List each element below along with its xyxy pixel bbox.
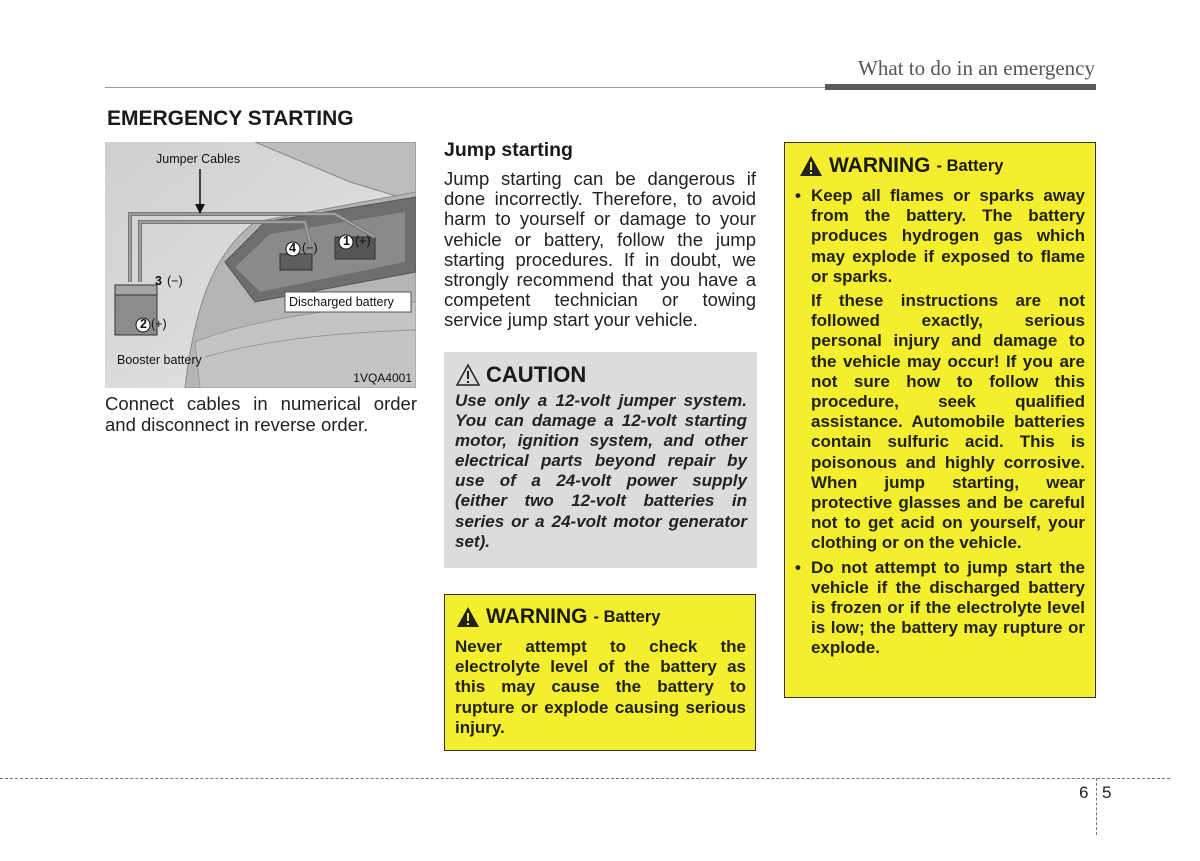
jump-starting-text: Jump starting can be dangerous if done incorrectly. Therefore, to avoid harm to yourself or damage to your vehicle or battery, follow the jump starting procedures. If in doubt, we strongly recommend that you have a competent technician or towing service jump start your vehicle. bbox=[444, 168, 756, 331]
step-4-number: 4 bbox=[289, 241, 296, 255]
caution-title: CAUTION bbox=[486, 362, 587, 387]
caution-text: Use only a 12-volt jumper system. You can damage a 12-volt starting motor, ignition system, and other electrical parts beyond repair by use of a 24-volt power supply (either two 12-volt batteries in series or a 24-volt motor generator set). bbox=[455, 391, 747, 551]
warning-list bbox=[795, 186, 1085, 659]
warning-triangle-icon bbox=[799, 155, 823, 177]
jump-starting-heading: Jump starting bbox=[444, 139, 573, 161]
list-item bbox=[795, 558, 1085, 659]
step-3-number: 3 bbox=[155, 274, 162, 288]
discharged-battery-label: Discharged battery bbox=[289, 295, 394, 309]
warning-text: Never attempt to check the electrolyte level of the battery as this may cause the battery to rupture or explode causing serious injury. bbox=[455, 637, 746, 737]
booster-battery-label: Booster battery bbox=[117, 353, 202, 367]
step-1-sign: (+) bbox=[355, 234, 371, 248]
list-item bbox=[795, 186, 1085, 554]
bullet: • bbox=[795, 186, 801, 205]
footer-divider bbox=[1096, 778, 1097, 835]
warning-subtitle: - Battery bbox=[593, 607, 661, 626]
warning-triangle-icon bbox=[456, 606, 480, 628]
figure-caption: Connect cables in numerical order and disconnect in reverse order. bbox=[105, 393, 417, 435]
jumper-cables-label: Jumper Cables bbox=[156, 152, 241, 166]
bullet: • bbox=[795, 557, 801, 577]
caution-box bbox=[444, 352, 757, 568]
step-2-number: 2 bbox=[140, 317, 147, 331]
jump-start-illustration bbox=[105, 142, 416, 388]
page-number: 5 bbox=[1102, 783, 1112, 802]
chapter-title: What to do in an emergency bbox=[858, 56, 1095, 80]
step-3-sign: (−) bbox=[167, 274, 183, 288]
figure-code: 1VQA4001 bbox=[353, 371, 412, 385]
warning-box-large bbox=[784, 142, 1096, 698]
step-4-sign: (−) bbox=[302, 241, 318, 255]
section-title: EMERGENCY STARTING bbox=[107, 107, 354, 130]
warning-item-1: Keep all flames or sparks away from the battery. The battery produces hydrogen gas which may explode if exposed to flame or sparks. bbox=[811, 186, 1085, 286]
step-2-sign: (+) bbox=[151, 317, 167, 331]
warning-subtitle: - Battery bbox=[936, 156, 1004, 175]
warning-item-1-para-2: If these instructions are not followed exactly, serious personal injury and damage to the vehicle may occur! If you are not sure how to follow this procedure, seek qualified assistance. Automobile batteries contain sulfuric acid. This is poisonous and highly corrosive. When jump starting, wear protective glasses and be careful not to get acid on yourself, your clothing or on the vehicle. bbox=[811, 291, 1085, 553]
header-rule-accent bbox=[825, 84, 1096, 90]
warning-box-small bbox=[444, 594, 756, 751]
warning-item-2: Do not attempt to jump start the vehicle if the discharged battery is frozen or if the electrolyte level is low; the battery may rupture or explode. bbox=[811, 557, 1085, 658]
footer-rule bbox=[0, 778, 1170, 779]
car-trunk-drawing bbox=[105, 142, 416, 388]
warning-title: WARNING bbox=[486, 605, 588, 628]
warning-title: WARNING bbox=[829, 154, 931, 177]
step-1-number: 1 bbox=[343, 234, 350, 248]
page-chapter-number: 6 bbox=[1079, 783, 1089, 802]
caution-triangle-icon bbox=[456, 364, 480, 386]
